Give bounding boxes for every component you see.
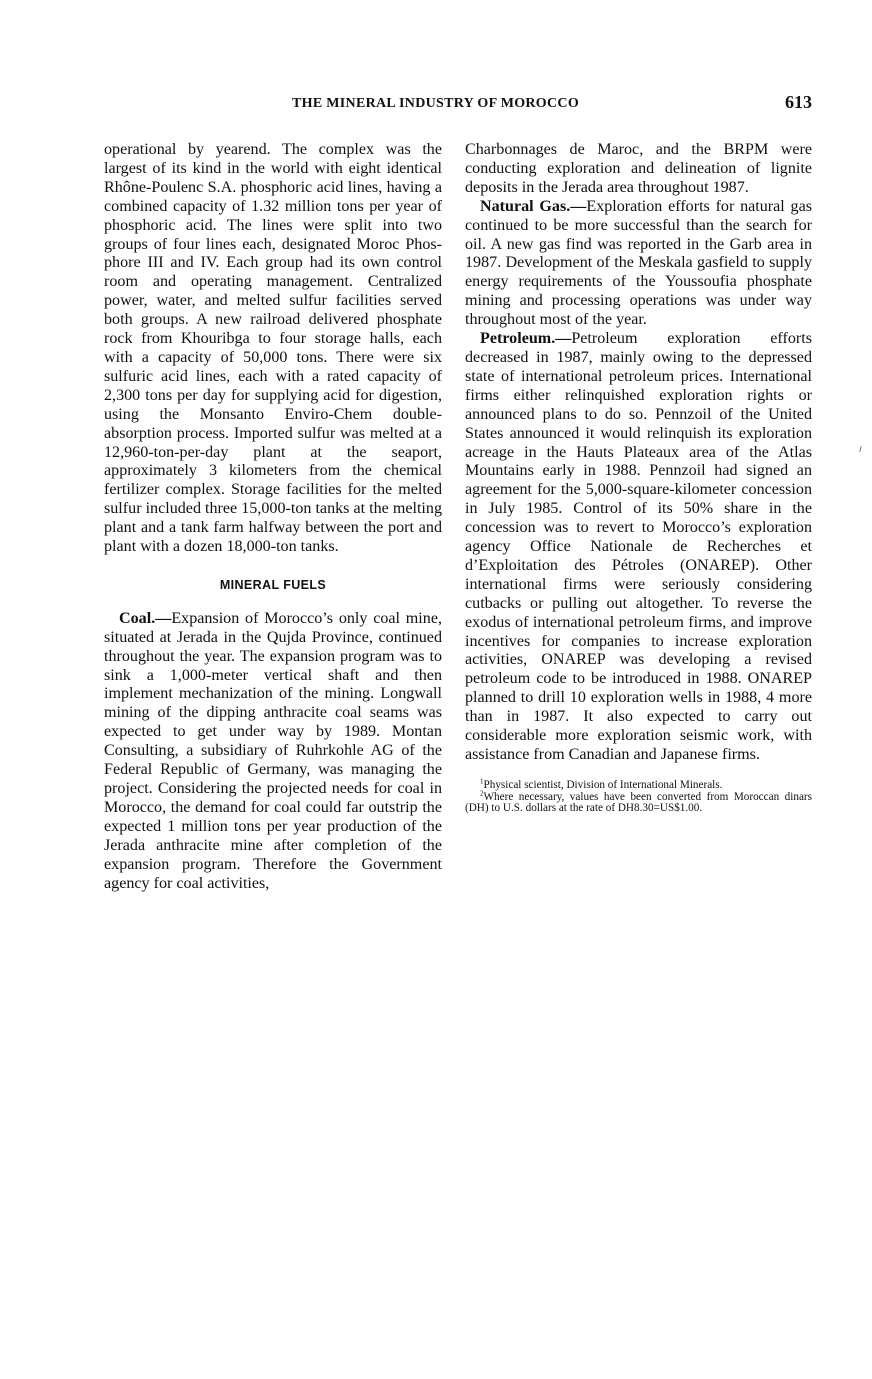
footnote-marker: 1 xyxy=(480,777,484,786)
body-paragraph: operational by yearend. The complex was the largest of its kind in the world with eight identical Rhône-Poulenc S.A. phosphoric acid lines, having a combined capacity of 1.32 million tons per year of phosphoric acid. The lines were split into two groups of four lines each, designated Moroc Phosphore III and IV. Each group had its own control room and operating management. Centralized power, water, and melted sulfur facilities served both groups. A new railroad delivered phosphate rock from Khouribga to four storage halls, each with a capacity of 50,000 tons. There were six sulfuric acid lines, each with a rated capacity of 2,300 tons per day for supplying acid for digestion, using the Monsanto Enviro-Chem double-absorption process. Imported sulfur was melted at a 12,960-ton-per-day plant at the seaport, approximately 3 kilometers from the chemical fertilizer complex. Storage facilities for the melted sulfur included three 15,000-ton tanks at the melting plant and a tank farm halfway between the port and plant with a dozen 18,000-ton tanks. xyxy=(104,141,442,556)
footnotes xyxy=(465,777,812,815)
petroleum-paragraph xyxy=(465,330,812,765)
left-column xyxy=(104,141,442,893)
footnote-text: Physical scientist, Division of International Minerals. xyxy=(483,778,723,791)
body-paragraph: Charbonnages de Maroc, and the BRPM were conducting exploration and delineation of lignite deposits in the Jerada area throughout 1987. xyxy=(465,141,812,196)
footnote-text: Where necessary, values have been converted from Moroccan dinars (DH) to U.S. dollars at the rate of DH8.30=US$1.00. xyxy=(465,790,812,815)
section-heading: MINERAL FUELS xyxy=(219,577,327,592)
page-header xyxy=(104,92,812,118)
petroleum-heading: Petroleum.— xyxy=(480,330,572,348)
coal-heading: Coal.— xyxy=(119,609,172,627)
scan-speck xyxy=(859,446,862,452)
natural-gas-text: Exploration efforts for natural gas continued to be more successful than the search for oil. A new gas find was reported in the Garb area in 1987. Development of the Meskala gasfield to supply energy requirements of the Youssoufia phosphate mining and processing operations was under way throughout most of the year. xyxy=(465,197,812,329)
footnote xyxy=(465,788,812,815)
running-title: THE MINERAL INDUSTRY OF MOROCCO xyxy=(292,96,580,111)
right-column xyxy=(465,141,812,815)
footnote-marker: 2 xyxy=(480,788,484,797)
natural-gas-heading: Natural Gas.— xyxy=(480,197,587,215)
coal-paragraph xyxy=(104,610,442,894)
natural-gas-paragraph xyxy=(465,198,812,330)
coal-text: Expansion of Morocco’s only coal mine, situated at Jerada in the Qujda Province, continued throughout the year. The expansion program was to sink a 1,000-meter vertical shaft and then implement mechanization of the mining. Longwall mining of the dipping anthracite coal seams was expected to get under way by 1989. Montan Consulting, a subsidiary of Ruhrkohle AG of the Federal Republic of Germany, was managing the project. Considering the projected needs for coal in Morocco, the demand for coal could far outstrip the expected 1 million tons per year production of the Jerada anthracite mine after completion of the expansion program. Therefore the Government agency for coal activities, xyxy=(104,609,442,892)
page-number: 613 xyxy=(785,92,812,112)
petroleum-text: Petroleum exploration efforts decreased in 1987, mainly owing to the depressed state of international petroleum prices. International firms either relinquished exploration rights or announced plans to do so. Pennzoil of the United States announced it would relinquish its exploration acreage in the Hauts Plateaux area of the Atlas Mountains early in 1988. Pennzoil had signed an agreement for the 5,000-square-kilometer concession in July 1985. Control of its 50% share in the concession was to revert to Morocco’s exploration agency Office Nationale de Recherches et d’Exploitation des Pétroles (ONAREP). Other international firms were seriously considering cutbacks or pulling out altogether. To reverse the exodus of international petroleum firms, and improve incentives for companies to increase exploration activities, ONAREP was developing a revised petroleum code to be introduced in 1988. ONAREP planned to drill 10 exploration wells in 1988, 4 more than in 1987. It also expected to carry out considerable more exploration seismic work, with assistance from Canadian and Japanese firms. xyxy=(465,330,812,763)
